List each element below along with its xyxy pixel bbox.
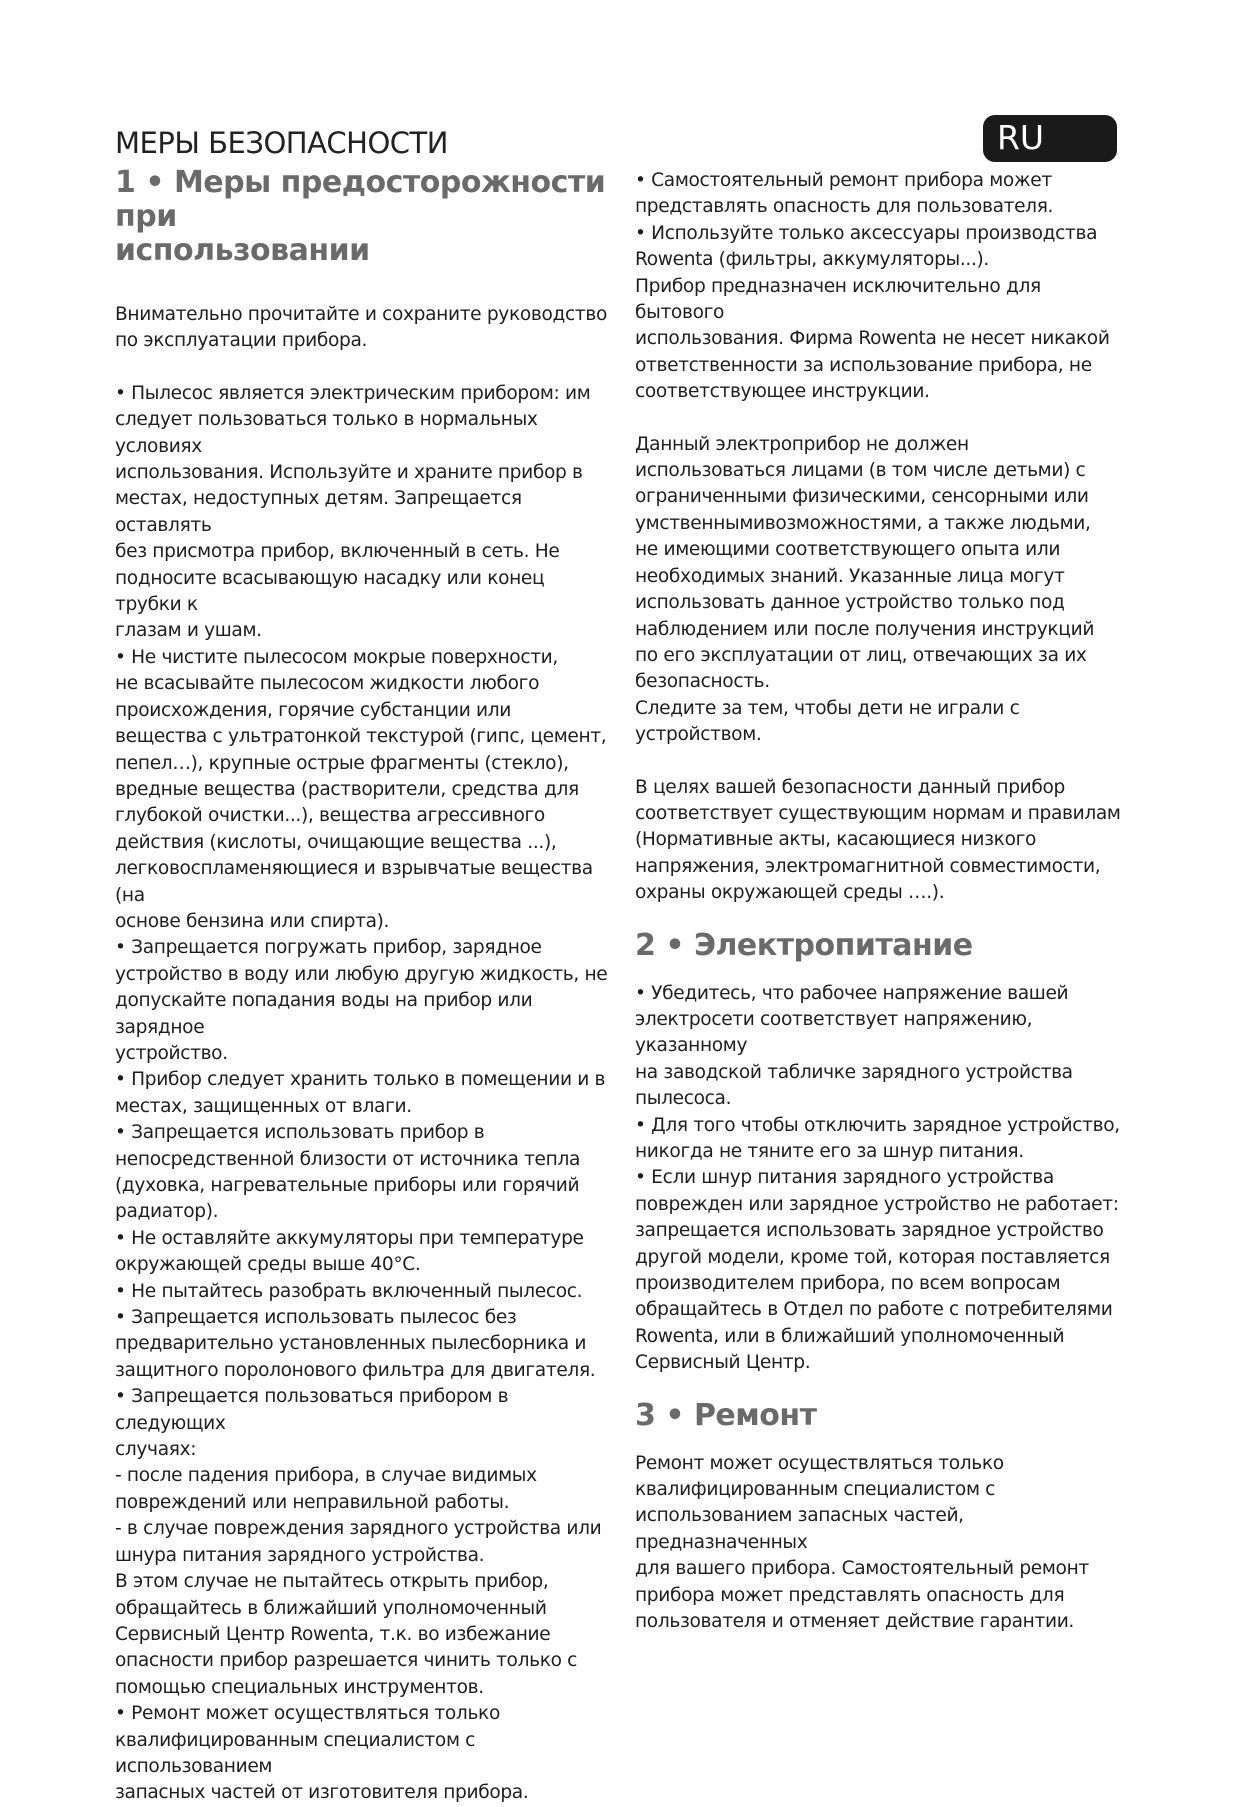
section-1-heading: 1 • Меры предосторожности при использовании (115, 165, 606, 268)
section-3-heading: 3 • Ремонт (635, 1397, 817, 1433)
spacer (635, 963, 1135, 981)
left-column (115, 166, 615, 1807)
spacer (635, 907, 1135, 929)
right-column (635, 168, 1135, 1636)
spacer (635, 1377, 1135, 1399)
language-badge: RU (983, 115, 1117, 162)
repair-paragraph: Ремонт может осуществляться только квалифицированным специалистом с использованием запасных частей, предназначенных для вашего прибора. Самостоятельный ремонт прибора может представлять опасность для пользователя и отменяет действие гарантии. (635, 1452, 1089, 1633)
power-supply-paragraph: • Убедитесь, что рабочее напряжение вашей электросети соответствует напряжению, указанному на заводской табличке зарядного устройства пылесоса. • Для того чтобы отключить зарядное устройство, никогда не тяните его за шнур питания. • Если шнур питания зарядного устройства поврежден или зарядное устройство не работает: запрещается использовать зарядное устройство другой модели, кроме той, которая поставляется производителем прибора, по всем вопросам обращайтесь в Отдел по работе с потребителями Rowenta, или в ближайший уполномоченный Сервисный Центр. (635, 982, 1120, 1374)
spacer (635, 406, 1135, 432)
accessories-paragraph: • Самостоятельный ремонт прибора может представлять опасность для пользователя. • Используйте только аксессуары производства Rowenta (фильтры, аккумуляторы...). Прибор предназначен исключительно для бытового использования. Фирма Rowenta не несет никакой ответственности за использование прибора, не соответствующее инструкции. (635, 170, 1110, 403)
persons-warning-paragraph: Данный электроприбор не должен использоваться лицами (в том числе детьми) с ограниченными физическими, сенсорными или умственнымивозможностями, а также людьми, не имеющими соответствующего опыта или необходимых знаний. Указанные лица могут использовать данное устройство только под наблюдением или после получения инструкций по его эксплуатации от лиц, отвечающих за их безопасность. Следите за тем, чтобы дети не играли с устройством. (635, 433, 1095, 746)
intro-paragraph: Внимательно прочитайте и сохраните руководство по эксплуатации прибора. (115, 304, 607, 352)
spacer (635, 749, 1135, 775)
safety-rules-list: • Пылесос является электрическим прибором: им следует пользоваться только в нормальных условиях использования. Используйте и храните прибор в местах, недоступных детям. Запрещается оставлять без присмотра прибор, включенный в сеть. Не подносите всасывающую насадку или конец трубки к глазам и ушам. • Не чистите пылесосом мокрые поверхности, не всасывайте пылесосом жидкости любого происхождения, горячие субстанции или вещества с ультратонкой текстурой (гипс, цемент, пепел…), крупные острые фрагменты (стекло), вредные вещества (растворители, средства для глубокой очистки...), вещества агрессивного действия (кислоты, очищающие вещества ...), легковоспламеняющиеся и взрывчатые вещества (на основе бензина или спирта). • Запрещается погружать прибор, зарядное устройство в воду или любую другую жидкость, не допускайте попадания воды на прибор или зарядное устройство. • Прибор следует хранить только в помещении и в местах, защищенных от влаги. • Запрещается использовать прибор в непосредственной близости от источника тепла (духовка, нагревательные приборы или горячий радиатор). • Не оставляйте аккумуляторы при температуре окружающей среды выше 40°C. • Не пытайтесь разобрать включенный пылесос. • Запрещается использовать пылесос без предварительно установленных пылесборника и защитного поролонового фильтра для двигателя. • Запрещается пользоваться прибором в следующих случаях: - после падения прибора, в случае видимых повреждений или неправильной работы. - в случае повреждения зарядного устройства или шнура питания зарядного устройства. В этом случае не пытайтесь открыть прибор, обращайтесь в ближайший уполномоченный Сервисный Центр Rowenta, т.к. во избежание опасности прибор разрешается чинить только с помощью специальных инструментов. • Ремонт может осуществляться только квалифицированным специалистом с использованием запасных частей от изготовителя прибора. (115, 382, 608, 1804)
standards-paragraph: В целях вашей безопасности данный прибор соответствует существующим нормам и правилам (Нормативные акты, касающиеся низкого напряжения, электромагнитной совместимости, охраны окружающей среды ….). (635, 776, 1121, 904)
page-title: МЕРЫ БЕЗОПАСНОСТИ (115, 126, 448, 160)
section-2-heading: 2 • Электропитание (635, 927, 973, 963)
spacer (635, 1433, 1135, 1451)
spacer (115, 355, 615, 381)
